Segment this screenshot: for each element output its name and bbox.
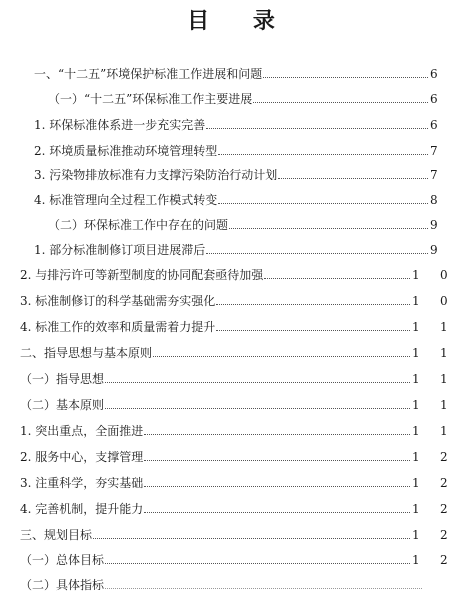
toc-entry-page-extra: 2 — [440, 502, 448, 516]
toc-entry-label: 2. 服务中心，支撑管理 — [20, 450, 144, 464]
toc-entry-label: 1. 突出重点，全面推进 — [20, 424, 144, 438]
toc-entry-page-extra: 2 — [440, 553, 448, 567]
toc-entry-label: 4. 标准管理向全过程工作模式转变 — [34, 193, 218, 207]
toc-entry-page: 1 — [412, 450, 420, 464]
toc-entry[interactable] — [34, 140, 438, 158]
toc-entry-page: 1 — [412, 476, 420, 490]
toc-entry-label: 二、指导思想与基本原则 — [20, 346, 153, 360]
toc-entry-page-extra: 1 — [440, 424, 448, 438]
toc-entry-page: 6 — [430, 67, 438, 81]
toc-entry-label: 一、“十二五”环境保护标准工作进展和问题 — [34, 67, 263, 81]
toc-entry-page-extra: 2 — [440, 476, 448, 490]
toc-leader-dots — [105, 382, 410, 383]
toc-entry-label: 3. 污染物排放标准有力支撑污染防治行动计划 — [34, 168, 278, 182]
toc-leader-dots — [144, 486, 410, 487]
toc-entry[interactable] — [20, 342, 420, 360]
toc-entry[interactable] — [48, 214, 438, 232]
toc-leader-dots — [93, 538, 410, 539]
toc-entry-label: 1. 部分标准制修订项目进展滞后 — [34, 243, 206, 257]
toc-entry-label: 4. 完善机制，提升能力 — [20, 502, 144, 516]
toc-leader-dots — [105, 408, 410, 409]
toc-entry-label: 2. 环境质量标准推动环境管理转型 — [34, 144, 218, 158]
toc-entry[interactable] — [20, 472, 420, 490]
toc-entry-label: 1. 环保标准体系进一步充实完善 — [34, 118, 206, 132]
toc-entry-page-extra: 1 — [440, 320, 448, 334]
toc-entry-page-extra: 1 — [440, 346, 448, 360]
toc-entry-page: 8 — [430, 193, 438, 207]
toc-leader-dots — [153, 356, 410, 357]
toc-leader-dots — [144, 512, 410, 513]
toc-entry-page: 1 — [412, 268, 420, 282]
toc-leader-dots — [218, 203, 428, 204]
toc-entry[interactable] — [20, 316, 420, 334]
page-title: 目 录 — [187, 8, 293, 34]
toc-entry-page: 7 — [430, 168, 438, 182]
toc-entry-label: 3. 注重科学，夯实基础 — [20, 476, 144, 490]
toc-entry-label: 4. 标准工作的效率和质量需着力提升 — [20, 320, 216, 334]
toc-entry-page: 1 — [412, 320, 420, 334]
toc-entry-page: 1 — [412, 502, 420, 516]
toc-entry[interactable] — [20, 290, 420, 308]
toc-entry-label: 三、规划目标 — [20, 528, 93, 542]
toc-entry-label: （二）环保标准工作中存在的问题 — [48, 218, 229, 232]
toc-leader-dots — [218, 154, 428, 155]
toc-entry-page-extra: 1 — [440, 372, 448, 386]
toc-entry-page: 1 — [412, 398, 420, 412]
toc-entry[interactable] — [34, 114, 438, 132]
toc-entry[interactable] — [20, 394, 420, 412]
toc-leader-dots — [206, 128, 428, 129]
toc-leader-dots — [278, 178, 428, 179]
toc-entry-page-extra: 2 — [440, 528, 448, 542]
toc-leader-dots — [229, 228, 428, 229]
toc-entry-page: 1 — [412, 294, 420, 308]
toc-entry-page: 9 — [430, 243, 438, 257]
toc-entry-page: 1 — [412, 372, 420, 386]
toc-entry-page: 9 — [430, 218, 438, 232]
toc-entry-page: 1 — [412, 528, 420, 542]
toc-entry-label: （二）具体指标 — [20, 578, 105, 592]
toc-entry-page-extra: 2 — [440, 450, 448, 464]
toc-entry[interactable] — [20, 498, 420, 516]
toc-entry[interactable] — [20, 420, 420, 438]
toc-entry[interactable] — [20, 368, 420, 386]
toc-entry-page: 1 — [412, 424, 420, 438]
toc-leader-dots — [264, 278, 410, 279]
toc-entry-label: （一）总体目标 — [20, 553, 105, 567]
toc-entry-label: （一）“十二五”环保标准工作主要进展 — [48, 92, 253, 106]
toc-leader-dots — [105, 563, 410, 564]
toc-leader-dots — [144, 460, 410, 461]
toc-entry-page-extra: 0 — [440, 294, 448, 308]
toc-entry-page: 6 — [430, 118, 438, 132]
toc-leader-dots — [263, 77, 428, 78]
toc-entry[interactable] — [34, 164, 438, 182]
toc-leader-dots — [206, 253, 428, 254]
toc-entry-page: 1 — [412, 346, 420, 360]
toc-leader-dots — [105, 588, 422, 589]
toc-entry-label: （一）指导思想 — [20, 372, 105, 386]
toc-entry-label: 2. 与排污许可等新型制度的协同配套亟待加强 — [20, 268, 264, 282]
toc-entry-page-extra: 0 — [440, 268, 448, 282]
toc-entry-label: 3. 标准制修订的科学基础需夯实强化 — [20, 294, 216, 308]
toc-entry-page-extra: 1 — [440, 398, 448, 412]
toc-entry-page: 6 — [430, 92, 438, 106]
toc-entry-page: 7 — [430, 144, 438, 158]
toc-entry-label: （二）基本原则 — [20, 398, 105, 412]
toc-leader-dots — [253, 102, 428, 103]
toc-leader-dots — [216, 330, 410, 331]
toc-entry[interactable] — [20, 549, 420, 567]
toc-leader-dots — [216, 304, 410, 305]
toc-entry[interactable] — [20, 524, 420, 542]
toc-entry[interactable] — [34, 239, 438, 257]
toc-leader-dots — [144, 434, 410, 435]
toc-entry[interactable] — [34, 63, 438, 81]
toc-entry[interactable] — [20, 446, 420, 464]
toc-entry[interactable] — [34, 189, 438, 207]
toc-entry[interactable] — [20, 574, 432, 592]
toc-entry[interactable] — [48, 88, 438, 106]
toc-entry-page: 1 — [412, 553, 420, 567]
toc-entry[interactable] — [20, 264, 420, 282]
